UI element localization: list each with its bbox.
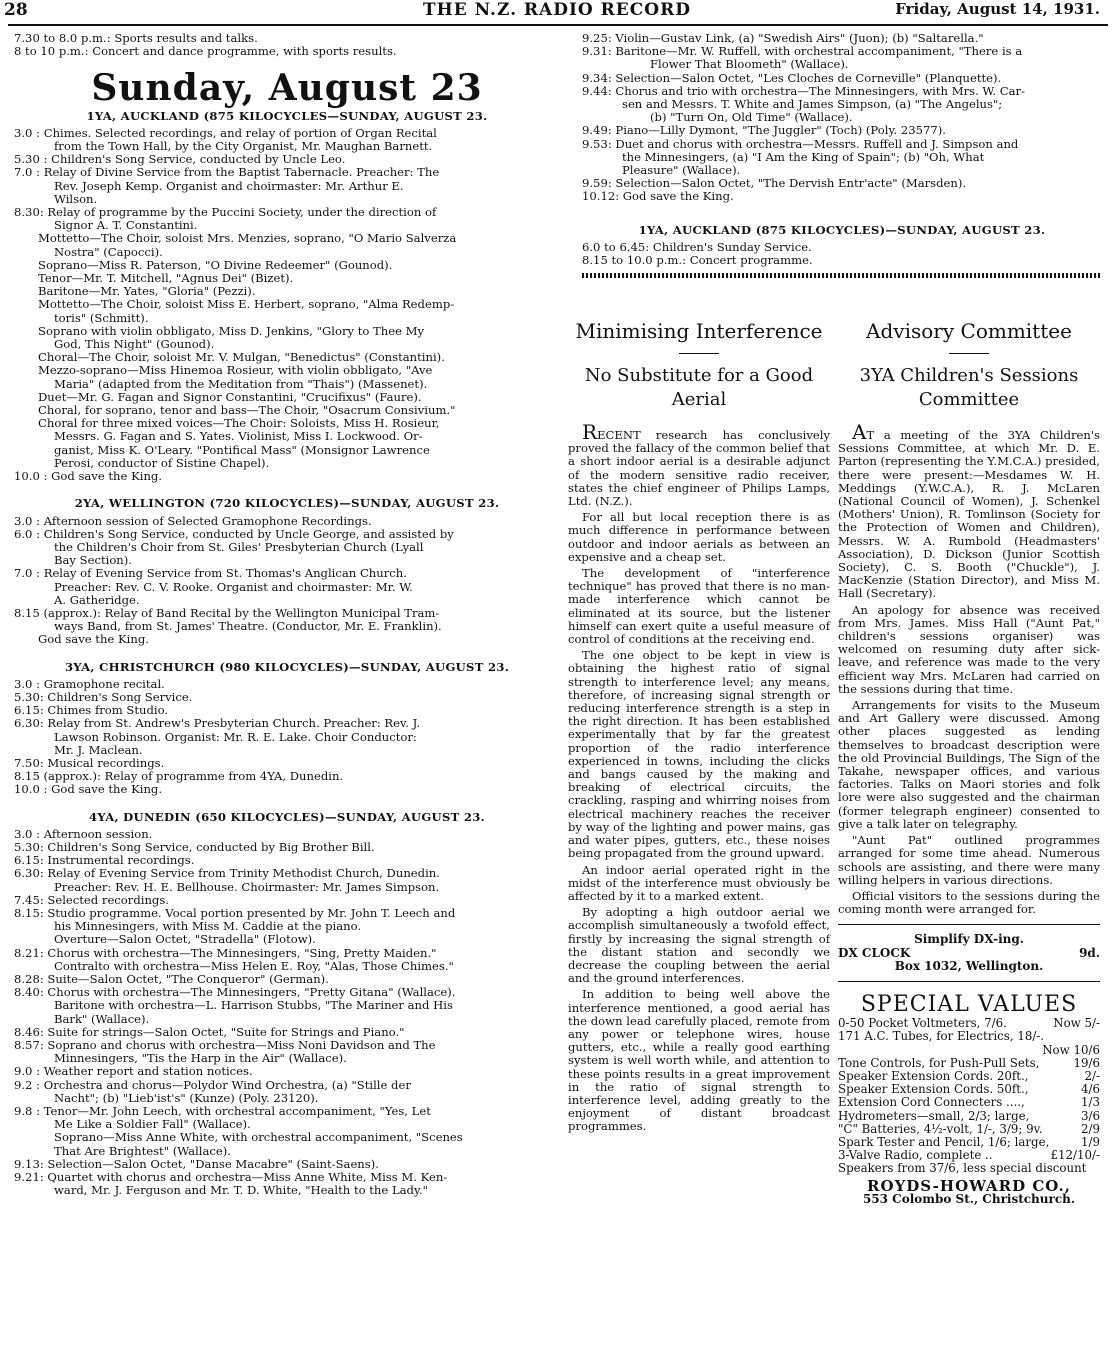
price-value: 4/6 [1081,1082,1100,1097]
programme-line: 8.15 (approx.): Relay of Band Recital by the Wellington Municipal Tram- [14,605,440,620]
sunday-title: Sunday, August 23 [91,67,483,110]
programme-line: Baritone with orchestra—L. Harrison Stubbs, "The Mariner and His [54,998,453,1013]
price-row [838,1057,1100,1070]
programme-line: 9.21: Quartet with chorus and orchestra—Miss Anne White, Miss M. Ken- [14,1170,448,1185]
price-row [838,1123,1100,1136]
dash-rule [679,353,719,354]
article-paragraph: By adopting a high outdoor aerial we accomplish simultaneously a twofold effect, firstly by increasing the signal strength of the distant station and secondly we decrease the coupling between the aerial and the ground interferences. [568,905,830,986]
price-row [838,1030,1100,1043]
price-row [838,1162,1100,1175]
ad-product: DX CLOCK [838,945,911,960]
price-value: 2/9 [1081,1121,1100,1136]
price-row [838,1110,1100,1123]
price-row [838,1096,1100,1109]
programme-line: Rev. Joseph Kemp. Organist and choirmaster: Mr. Arthur E. [54,178,404,193]
price-value: 2/- [1084,1068,1100,1083]
ad-title: SPECIAL VALUES [860,991,1078,1017]
price-item: 171 A.C. Tubes, for Electrics, 18/-. [838,1029,1045,1044]
article-paragraph: For all but local reception there is as much difference in performance between outdoor and indoor aerials as between an expensive and a cheap set. [568,510,830,564]
programme-line: Nostra" (Capocci). [54,244,163,259]
programme-line: 8.30: Relay of programme by the Puccini Society, under the direction of [14,205,437,220]
article-paragraph: Arrangements for visits to the Museum and Art Gallery were discussed. Among other places suggested as lending themselves to broadcast description were the old Provincial Buildings, The Sign of the Takahe, newspaper offices, and various factories. Talks on Maori stories and folk lore were also suggested and the chairman (former telegraph engineer) consented to give a talk later on telegraphy. [838,698,1100,831]
price-value: Now 5/- [1053,1016,1100,1031]
header-rule [8,24,1108,26]
programme-line: Lawson Robinson. Organist: Mr. R. E. Lake. Choir Conductor: [54,729,417,744]
price-item: "C" Batteries, 4½-volt, 1/-, 3/9; 9v. [838,1121,1043,1136]
programme-line: God, This Night" (Gounod). [54,337,215,352]
dotted-divider [582,273,1102,278]
programme-line: ways Band, from St. James' Theatre. (Conductor, Mr. E. Franklin). [54,619,442,634]
programme-line: 8.28: Suite—Salon Octet, "The Conqueror" (German). [14,972,329,986]
article-paragraph: Official visitors to the sessions during the coming month were arranged for. [838,888,1100,917]
article-body [838,420,1100,917]
article-paragraph: An indoor aerial operated right in the midst of the interference must obviously be affected by it to a marked extent. [568,862,830,903]
price-item: Speakers from 37/6, less special discount [838,1161,1087,1176]
programme-line: Perosi, conductor of Sistine Chapel). [54,455,270,470]
station-listing-4ya [14,828,560,1198]
programme-line: 3.0 : Afternoon session. [14,826,153,841]
price-value: £12/10/- [1050,1148,1100,1163]
article-subtitle: No Substitute for a Good Aerial [584,365,814,410]
programme-line: ganist, Miss K. O'Leary. "Pontifical Mass" (Monsignor Lawrence [54,442,430,457]
programme-line: his Minnesingers, with Miss M. Caddie at the piano. [54,919,362,934]
page-header [0,0,1114,24]
programme-line: Mr. J. Maclean. [54,742,143,757]
programme-line: Minnesingers, "Tis the Harp in the Air" (Wallace). [54,1051,347,1066]
station-heading-1yx: 1YA, AUCKLAND (875 KILOCYCLES)—SUNDAY, AUGUST 23. [638,222,1046,237]
price-list [838,1017,1100,1175]
programme-line: Preacher: Rev. C. V. Rooke. Organist and choirmaster: Mr. W. [54,579,413,594]
station-heading-1ya: 1YA, AUCKLAND (875 KILOCYCLES—SUNDAY, AUGUST 23. [86,108,488,123]
price-item: Extension Cord Connecters ...., [838,1095,1025,1110]
programme-line: ward, Mr. J. Ferguson and Mr. T. D. White, "Health to the Lady." [54,1183,429,1198]
programme-line: Messrs. G. Fagan and S. Yates. Violinist, Miss I. Lockwood. Or- [54,429,423,444]
programme-line: Me Like a Soldier Fall" (Wallace). [54,1117,251,1132]
programme-line: 6.0 : Children's Song Service, conducted by Uncle George, and assisted by [14,526,454,541]
article-paragraph: The development of "interference technique" has proved that there is no man-made interference which cannot be eliminated at its source, but the listener himself can exert quite a useful measure of control of conditions at the receiving end. [568,566,830,647]
price-item: Speaker Extension Cords. 20ft., [838,1068,1029,1083]
programme-line: Preacher: Rev. H. E. Bellhouse. Choirmaster: Mr. James Simpson. [54,879,440,894]
programme-line: 9.31: Baritone—Mr. W. Ruffell, with orchestral accompaniment, "There is a [582,44,1023,59]
programme-line: Pleasure" (Wallace). [622,163,741,178]
dash-rule [949,353,989,354]
programme-line: 10.12: God save the King. [582,189,734,204]
station-heading-3ya: 3YA, CHRISTCHURCH (980 KILOCYCLES)—SUNDAY, AUGUST 23. [64,659,510,674]
article-title: Minimising Interference [575,319,823,343]
station-heading-2ya: 2YA, WELLINGTON (720 KILOCYCLES)—SUNDAY, AUGUST 23. [74,496,500,511]
programme-line: Mottetto—The Choir, soloist Miss E. Herbert, soprano, "Alma Redemp- [38,297,455,312]
programme-line: Soprano with violin obbligato, Miss D. Jenkins, "Glory to Thee My [38,323,425,338]
article-paragraph: The one object to be kept in view is obtaining the highest ratio of signal strength to interference level; any means, therefore, of increasing signal strength or reducing interference strength is a step in the right direction. It has been established experimentally that by far the greatest proportion of the radio interference experienced in towns, including the clicks and bangs caused by the making and breaking of electrical circuits, the crackling, rasping and whirring noises from electrical machinery reaches the receiver by way of the lighting and power mains, gas and water pipes, gutters, etc., these noises being propagated from the ground upward. [568,648,830,861]
article-paragraph: RECENT research has conclusively proved the fallacy of the common belief that a short indoor aerial is a desirable adjunct of the modern sensitive radio receiver, states the chief engineer of Philips Lamps, Ltd. (N.Z.). [568,420,830,509]
programme-line: 8.40: Chorus with orchestra—The Minnesingers, "Pretty Gitana" (Wallace). [14,985,456,1000]
programme-line: 8.21: Chorus with orchestra—The Minnesingers, "Sing, Pretty Maiden." [14,945,437,960]
programme-line: 9.25: Violin—Gustav Link, (a) "Swedish Airs" (Juon); (b) "Saltarella." [582,31,984,45]
station-listing-2ya [14,515,560,647]
saturday-tail-1: 7.30 to 8.0 p.m.: Sports results and talks. [14,31,258,45]
dx-clock-ad [838,924,1100,973]
programme-line: 9.34: Selection—Salon Octet, "Les Cloches de Corneville" (Planquette). [582,70,1002,85]
programme-line: 9.53: Duet and chorus with orchestra—Messrs. Ruffell and J. Simpson and [582,136,1019,151]
programme-line: Flower That Bloometh" (Wallace). [650,57,849,72]
programme-line: Bay Section). [54,553,132,568]
article-body [568,420,830,1134]
station-listing-1yx [582,241,1102,267]
programme-line: 7.0 : Relay of Evening Service from St. Thomas's Anglican Church. [14,566,407,581]
station-listing-4ya-cont [582,32,1102,204]
programme-line: 6.15: Chimes from Studio. [14,703,169,718]
programme-line: 6.30: Relay from St. Andrew's Presbyterian Church. Preacher: Rev. J. [14,716,421,731]
station-heading-4ya: 4YA, DUNEDIN (650 KILOCYCLES)—SUNDAY, AUGUST 23. [89,809,485,824]
programme-line: Wilson. [54,191,98,206]
special-values-ad [838,981,1100,1206]
price-item: Spark Tester and Pencil, 1/6; large, [838,1134,1050,1149]
programme-line: 9.13: Selection—Salon Octet, "Danse Macabre" (Saint-Saens). [14,1156,379,1171]
price-item: 3-Valve Radio, complete .. [838,1148,993,1163]
article-paragraph: "Aunt Pat" outlined programmes arranged for some time ahead. Numerous schools are assisting, and there were many willing helpers in various directions. [838,833,1100,887]
article-subtitle: 3YA Children's Sessions Committee [859,365,1079,410]
price-value: 3/6 [1081,1108,1100,1123]
programme-line: 5.30: Children's Song Service, conducted by Big Brother Bill. [14,839,375,854]
station-listing-3ya [14,678,560,797]
programme-line: 3.0 : Afternoon session of Selected Gramophone Recordings. [14,513,372,528]
programme-line: 5.30 : Children's Song Service, conducted by Uncle Leo. [14,152,346,167]
programme-column [14,32,560,1197]
programme-line: God save the King. [38,632,149,647]
programme-line: 8.15 to 10.0 p.m.: Concert programme. [582,253,813,268]
price-item: Tone Controls, for Push-Pull Sets, [838,1055,1040,1070]
programme-line: 6.30: Relay of Evening Service from Trinity Methodist Church, Dunedin. [14,866,440,881]
programme-line: from the Town Hall, by the City Organist, Mr. Maughan Barnett. [54,139,433,154]
programme-line: 9.49: Piano—Lilly Dymont, "The Juggler" (Toch) (Poly. 23577). [582,123,946,138]
price-item: Hydrometers—small, 2/3; large, [838,1108,1030,1123]
programme-line: Baritone—Mr. Yates, "Gloria" (Pezzi). [38,284,256,299]
programme-line: 9.2 : Orchestra and chorus—Polydor Wind Orchestra, (a) "Stille der [14,1077,411,1092]
ad-price: 9d. [1079,945,1100,960]
programme-line: 7.50: Musical recordings. [14,755,165,770]
programme-line: 7.0 : Relay of Divine Service from the Baptist Tabernacle. Preacher: The [14,165,440,180]
programme-line: A. Gatheridge. [54,592,140,607]
programme-line: 6.0 to 6.45: Children's Sunday Service. [582,239,812,254]
newspaper-title: THE N.Z. RADIO RECORD [423,0,691,20]
article-paragraph: In addition to being well above the interference mentioned, a good aerial has the down lead carefully placed, remote from any power or telephone wires, house gutters, etc., while a really good earthing system is well worth while, and attention to these points results in a great improvement in the ratio of signal strength to interference level, adding greatly to the enjoyment of distant broadcast programmes. [568,987,830,1134]
programme-line: Duet—Mr. G. Fagan and Signor Constantini, "Crucifixus" (Faure). [38,389,422,404]
saturday-tail-2: 8 to 10 p.m.: Concert and dance programme, with sports results. [14,44,397,59]
programme-line: 3.0 : Chimes. Selected recordings, and relay of portion of Organ Recital [14,125,437,140]
programme-line: That Are Brightest" (Wallace). [54,1143,231,1158]
ad-line [838,947,1100,960]
article-interference [568,318,830,1137]
article-paragraph: An apology for absence was received from Mrs. James. Miss Hall ("Aunt Pat," children's sessions organiser) was welcomed on resuming duty after sick-leave, and reference was made to the very efficient way Mrs. McLaren had carried on the sessions during that time. [838,602,1100,696]
programme-line: 10.0 : God save the King. [14,469,163,484]
price-value: 19/6 [1073,1055,1100,1070]
programme-line: toris" (Schmitt). [54,310,149,325]
price-item: 0-50 Pocket Voltmeters, 7/6. [838,1016,1007,1031]
ad-address: Box 1032, Wellington. [894,958,1044,973]
programme-continuation [582,32,1102,278]
issue-date: Friday, August 14, 1931. [895,0,1100,18]
programme-line: Soprano—Miss R. Paterson, "O Divine Redeemer" (Gounod). [38,257,393,272]
price-value: 1/9 [1081,1134,1100,1149]
programme-line: 8.57: Soprano and chorus with orchestra—Miss Noni Davidson and The [14,1038,436,1053]
programme-line: Bark" (Wallace). [54,1011,150,1026]
programme-line: Choral for three mixed voices—The Choir: Soloists, Miss H. Rosieur, [38,416,440,431]
programme-line: 6.15: Instrumental recordings. [14,853,195,868]
programme-line: the Minnesingers, (a) "I Am the King of Spain"; (b) "Oh, What [622,149,985,164]
programme-line: 8.15 (approx.): Relay of programme from 4YA, Dunedin. [14,769,344,784]
programme-line: Mezzo-soprano—Miss Hinemoa Rosieur, with violin obbligato, "Ave [38,363,433,378]
price-row [838,1044,1100,1057]
programme-line: Choral, for soprano, tenor and bass—The Choir, "Osacrum Consivium." [38,403,456,418]
programme-line: sen and Messrs. T. White and James Simpson, (a) "The Angelus"; [622,97,1003,112]
programme-line: Overture—Salon Octet, "Stradella" (Flotow). [54,932,316,947]
programme-line: 9.44: Chorus and trio with orchestra—The Minnesingers, with Mrs. W. Car- [582,83,1025,98]
ad-line: Simplify DX-ing. [914,932,1024,947]
programme-line: 7.45: Selected recordings. [14,892,169,907]
article-title: Advisory Committee [866,319,1072,343]
programme-line: 9.0 : Weather report and station notices. [14,1064,253,1079]
station-listing-1ya [14,127,560,483]
programme-line: Tenor—Mr. T. Mitchell, "Agnus Dei" (Bizet). [38,271,294,286]
programme-line: Maria" (adapted from the Meditation from "Thais") (Massenet). [54,376,428,391]
price-value: 1/3 [1081,1095,1100,1110]
programme-line: Mottetto—The Choir, soloist Mrs. Menzies, soprano, "O Mario Salverza [38,231,457,246]
programme-line: 8.46: Suite for strings—Salon Octet, "Suite for Strings and Piano." [14,1024,405,1039]
article-paragraph: AT a meeting of the 3YA Children's Sessions Committee, at which Mr. D. E. Parton (representing the Y.M.C.A.) presided, there were present:—Mesdames W. H. Meddings (Y.W.C.A.), R. J. McLaren (National Council of Women), J. Schenkel (Mothers' Union), R. Tomlinson (Society for the Protection of Women and Children), Messrs. W. A. Rumbold (Headmasters' Association), D. Dickson (Junior Scottish Society), C. S. Booth ("Chuckle"), J. MacKenzie (Station Director), and Miss M. Hall (Secretary). [838,420,1100,601]
programme-line: 10.0 : God save the King. [14,782,163,797]
programme-line: 3.0 : Gramophone recital. [14,676,165,691]
article-committee [838,318,1100,1206]
programme-line: Soprano—Miss Anne White, with orchestral accompaniment, "Scenes [54,1130,463,1145]
page-number: 28 [4,0,28,20]
programme-line: 9.59: Selection—Salon Octet, "The Dervish Entr'acte" (Marsden). [582,176,967,191]
programme-line: 8.15: Studio programme. Vocal portion presented by Mr. John T. Leech and [14,905,456,920]
ad-address: 553 Colombo St., Christchurch. [862,1191,1076,1206]
programme-line: Contralto with orchestra—Miss Helen E. Roy, "Alas, Those Chimes." [54,958,454,973]
programme-line: Nacht"; (b) "Lieb'ist's" (Kunze) (Poly. 23120). [54,1090,319,1105]
price-item: Speaker Extension Cords. 50ft., [838,1082,1029,1097]
programme-line: 9.8 : Tenor—Mr. John Leech, with orchestral accompaniment, "Yes, Let [14,1104,431,1119]
programme-line: the Children's Choir from St. Giles' Presbyterian Church (Lyall [54,539,424,554]
price-value: Now 10/6 [1042,1042,1100,1057]
ad-company: ROYDS-HOWARD CO., [867,1176,1071,1195]
programme-line: 5.30: Children's Song Service. [14,689,193,704]
programme-line: Choral—The Choir, soloist Mr. V. Mulgan, "Benedictus" (Constantini). [38,350,445,365]
programme-line: Signor A. T. Constantini. [54,218,198,233]
programme-line: (b) "Turn On, Old Time" (Wallace). [650,110,853,125]
